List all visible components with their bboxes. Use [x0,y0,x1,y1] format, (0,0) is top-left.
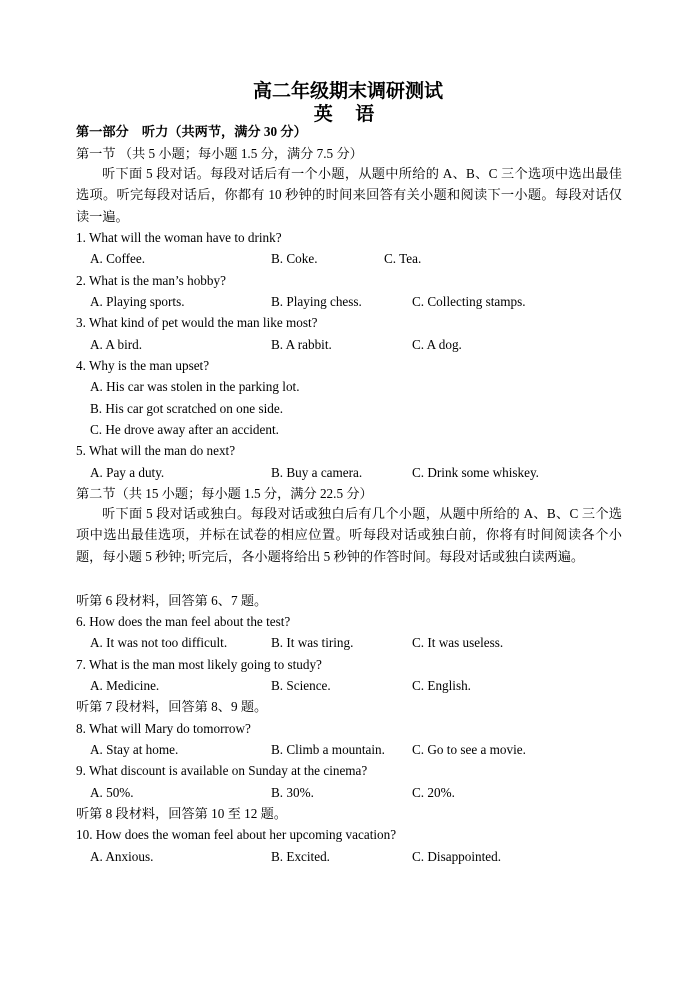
question-6-option-b: B. It was tiring. [271,635,354,650]
question-9-option-b: B. 30%. [271,785,314,800]
question-1-option-c: C. Tea. [384,251,422,266]
exam-title: 高二年级期末调研测试 [252,80,443,102]
question-5-option-c: C. Drink some whiskey. [412,465,539,480]
question-8-stem: 8. What will Mary do tomorrow? [76,721,251,736]
question-1-option-a: A. Coffee. [90,251,146,266]
question-6-option-c: C. It was useless. [412,635,504,650]
question-10-option-b: B. Excited. [271,849,330,864]
question-2-option-c: C. Collecting stamps. [412,294,526,309]
question-7-stem: 7. What is the man most likely going to study? [76,657,322,672]
question-7-option-c: C. English. [412,678,471,693]
section2-instructions: 听下面 5 段对话或独白。每段对话或独白后有几个小题，从题中所给的 A、B、C 三个选项中选出最佳选项，并标在试卷的相应位置。听每段对话或独白前，你将有时间阅读各个小题，每小题 5 秒钟; 听完后，各小题将给出 5 秒钟的作答时间。每段对话或独白读两遍。 [76,506,622,564]
question-3-option-a: A. A bird. [90,337,143,352]
question-3-stem: 3. What kind of pet would the man like most? [76,315,318,330]
question-8-option-b: B. Climb a mountain. [271,742,385,757]
question-4-option-c: C. He drove away after an accident. [90,422,279,437]
question-1-stem: 1. What will the woman have to drink? [76,230,282,245]
question-3-option-c: C. A dog. [412,337,462,352]
question-4-option-a: A. His car was stolen in the parking lot. [90,379,300,394]
material-8-note: 听第 8 段材料，回答第 10 至 12 题。 [76,806,287,821]
question-9-stem: 9. What discount is available on Sunday at the cinema? [76,763,368,778]
question-5-stem: 5. What will the man do next? [76,443,236,458]
section2-heading: 第二节（共 15 小题；每小题 1.5 分，满分 22.5 分） [76,486,373,501]
section1-instructions: 听下面 5 段对话。每段对话后有一个小题，从题中所给的 A、B、C 三个选项中选出最佳选项。听完每段对话后，你都有 10 秒钟的时间来回答有关小题和阅读下一小题。每段对话仅读一遍。 [76,166,622,224]
question-2-option-a: A. Playing sports. [90,294,185,309]
question-9-option-a: A. 50%. [90,785,134,800]
material-6-note: 听第 6 段材料，回答第 6、7 题。 [76,593,268,608]
question-3-option-b: B. A rabbit. [271,337,332,352]
question-10-option-c: C. Disappointed. [412,849,502,864]
question-10-option-a: A. Anxious. [90,849,154,864]
question-8-option-a: A. Stay at home. [90,742,179,757]
exam-subject: 英 语 [313,103,383,125]
question-2-option-b: B. Playing chess. [271,294,362,309]
question-1-option-b: B. Coke. [271,251,318,266]
question-4-stem: 4. Why is the man upset? [76,358,210,373]
question-8-option-c: C. Go to see a movie. [412,742,526,757]
question-5-option-b: B. Buy a camera. [271,465,363,480]
section1-heading: 第一节 （共 5 小题；每小题 1.5 分，满分 7.5 分） [76,146,363,161]
question-4-option-b: B. His car got scratched on one side. [90,401,283,416]
material-7-note: 听第 7 段材料，回答第 8、9 题。 [76,699,268,714]
question-7-option-b: B. Science. [271,678,331,693]
part1-heading: 第一部分 听力（共两节，满分 30 分） [76,124,307,139]
question-9-option-c: C. 20%. [412,785,455,800]
question-10-stem: 10. How does the woman feel about her upcoming vacation? [76,827,397,842]
question-6-option-a: A. It was not too difficult. [90,635,228,650]
question-5-option-a: A. Pay a duty. [90,465,165,480]
question-2-stem: 2. What is the man’s hobby? [76,273,226,288]
question-7-option-a: A. Medicine. [90,678,160,693]
question-6-stem: 6. How does the man feel about the test? [76,614,291,629]
